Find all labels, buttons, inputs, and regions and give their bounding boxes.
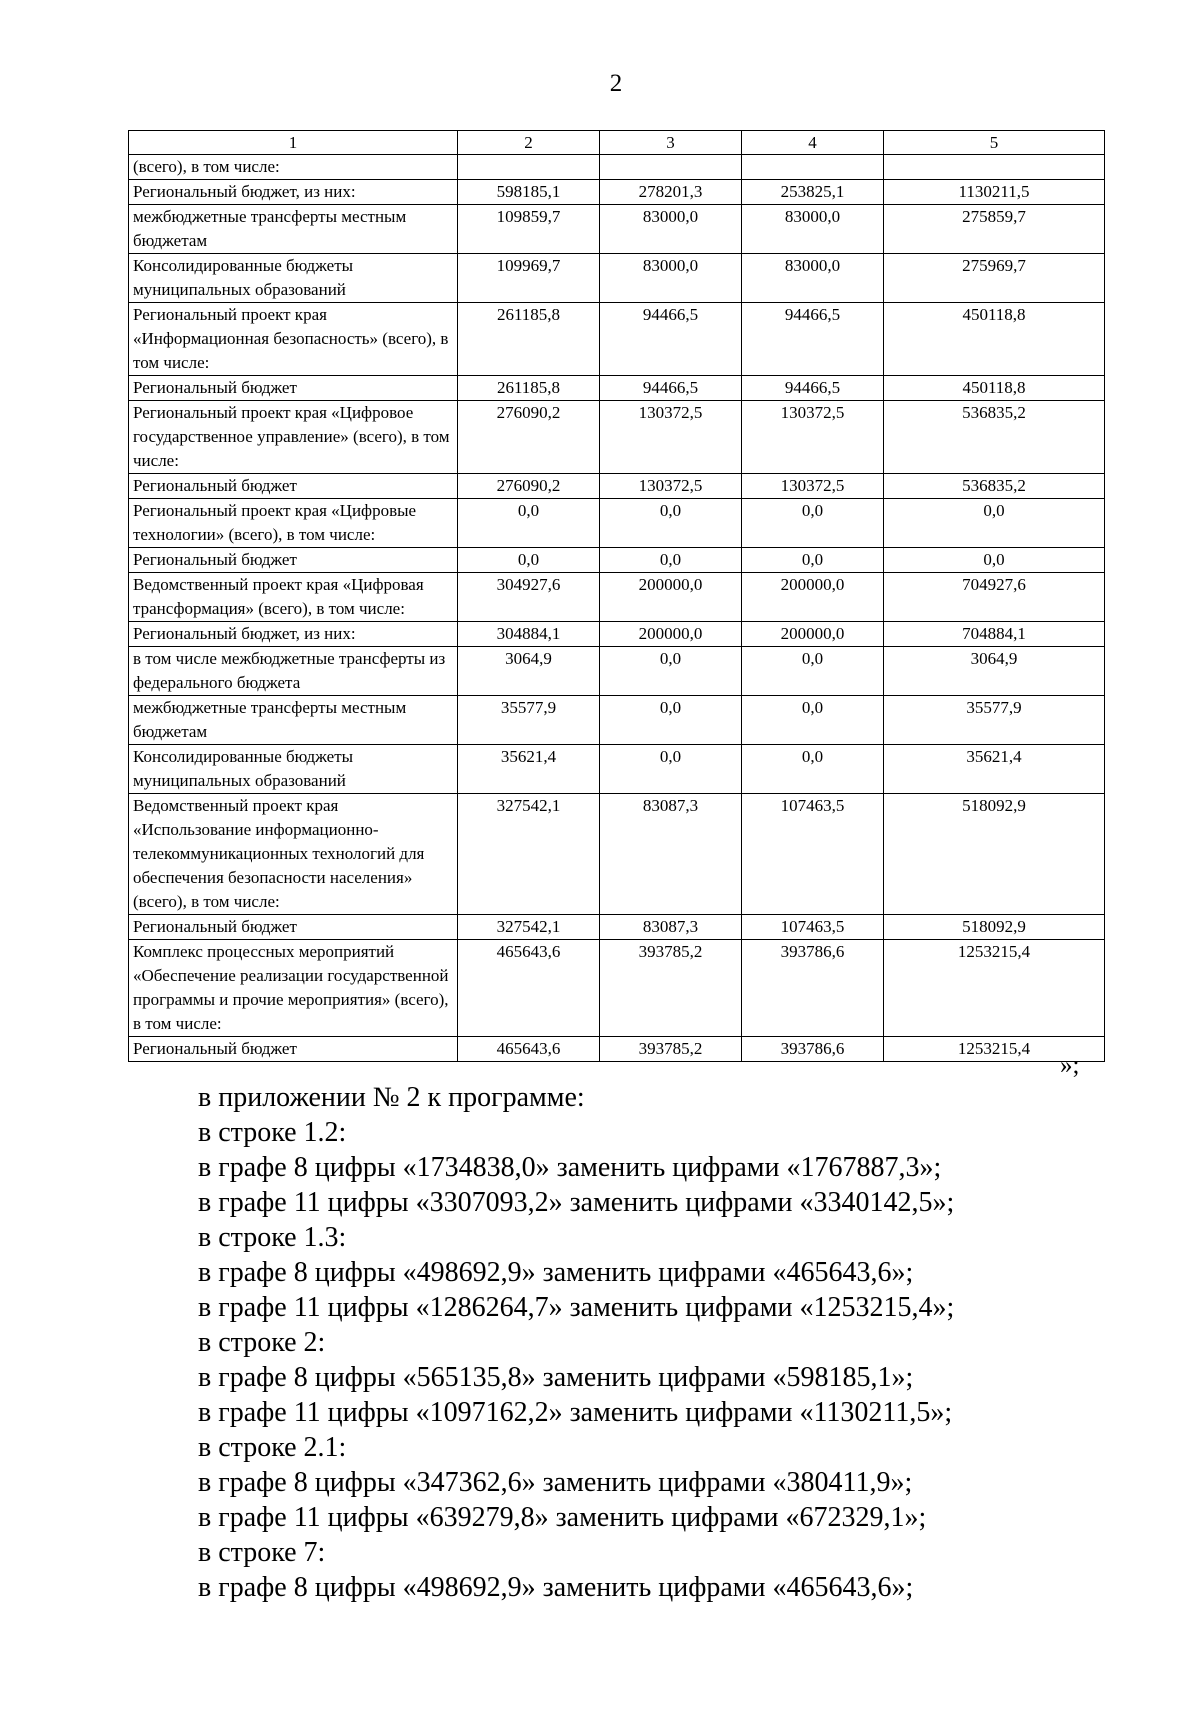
amendment-line: в строке 1.2: <box>198 1117 347 1148</box>
value-cell: 327542,1 <box>458 915 600 940</box>
table-row <box>129 155 1105 180</box>
table-row <box>129 794 1105 915</box>
value-cell: 450118,8 <box>884 303 1105 376</box>
value-cell <box>600 155 742 180</box>
row-label: в том числе межбюджетные трансферты из федерального бюджета <box>129 647 458 696</box>
value-cell: 35621,4 <box>458 745 600 794</box>
value-cell: 83000,0 <box>600 205 742 254</box>
value-cell: 83087,3 <box>600 915 742 940</box>
value-cell: 3064,9 <box>884 647 1105 696</box>
row-label: Ведомственный проект края «Использование информационно-телекоммуникационных технологий для обеспечения безопасности населения» (всего), в том числе: <box>129 794 458 915</box>
value-cell: 275859,7 <box>884 205 1105 254</box>
value-cell: 200000,0 <box>600 573 742 622</box>
amendment-line: в строке 1.3: <box>198 1222 347 1253</box>
table-body <box>129 131 1105 1062</box>
value-cell: 0,0 <box>742 647 884 696</box>
column-number: 1 <box>129 131 458 155</box>
column-number: 2 <box>458 131 600 155</box>
value-cell: 598185,1 <box>458 180 600 205</box>
table-header-row <box>129 131 1105 155</box>
closing-quote: »; <box>1060 1052 1080 1079</box>
row-label: Региональный бюджет, из них: <box>129 622 458 647</box>
value-cell: 83000,0 <box>742 205 884 254</box>
table-row <box>129 303 1105 376</box>
value-cell: 465643,6 <box>458 940 600 1037</box>
value-cell: 130372,5 <box>742 401 884 474</box>
value-cell: 107463,5 <box>742 915 884 940</box>
amendment-line: в графе 8 цифры «498692,9» заменить цифрами «465643,6»; <box>198 1572 914 1603</box>
page-number: 2 <box>609 70 623 97</box>
value-cell: 0,0 <box>458 548 600 573</box>
value-cell: 0,0 <box>600 745 742 794</box>
table-row <box>129 254 1105 303</box>
value-cell: 393785,2 <box>600 1037 742 1062</box>
value-cell: 253825,1 <box>742 180 884 205</box>
value-cell: 518092,9 <box>884 794 1105 915</box>
value-cell: 536835,2 <box>884 401 1105 474</box>
row-label: Региональный проект края «Цифровое государственное управление» (всего), в том числе: <box>129 401 458 474</box>
table-row <box>129 499 1105 548</box>
value-cell: 0,0 <box>600 647 742 696</box>
budget-table <box>128 130 1105 1062</box>
value-cell: 3064,9 <box>458 647 600 696</box>
value-cell: 278201,3 <box>600 180 742 205</box>
value-cell <box>884 155 1105 180</box>
value-cell: 94466,5 <box>600 376 742 401</box>
value-cell: 1130211,5 <box>884 180 1105 205</box>
amendment-line: в приложении № 2 к программе: <box>198 1082 585 1113</box>
amendment-line: в строке 2.1: <box>198 1432 347 1463</box>
value-cell: 261185,8 <box>458 303 600 376</box>
value-cell: 200000,0 <box>742 622 884 647</box>
value-cell: 0,0 <box>884 548 1105 573</box>
value-cell: 107463,5 <box>742 794 884 915</box>
value-cell: 304884,1 <box>458 622 600 647</box>
row-label: межбюджетные трансферты местным бюджетам <box>129 205 458 254</box>
row-label: Комплекс процессных мероприятий «Обеспечение реализации государственной программы и прочие мероприятия» (всего), в том числе: <box>129 940 458 1037</box>
value-cell: 83000,0 <box>742 254 884 303</box>
value-cell: 83000,0 <box>600 254 742 303</box>
value-cell: 35577,9 <box>458 696 600 745</box>
value-cell: 0,0 <box>600 696 742 745</box>
value-cell: 130372,5 <box>600 474 742 499</box>
row-label: Ведомственный проект края «Цифровая трансформация» (всего), в том числе: <box>129 573 458 622</box>
row-label: Региональный проект края «Информационная безопасность» (всего), в том числе: <box>129 303 458 376</box>
value-cell: 518092,9 <box>884 915 1105 940</box>
column-number: 5 <box>884 131 1105 155</box>
table-row <box>129 548 1105 573</box>
value-cell <box>458 155 600 180</box>
value-cell: 276090,2 <box>458 401 600 474</box>
table-row <box>129 376 1105 401</box>
table-row <box>129 647 1105 696</box>
value-cell: 0,0 <box>742 548 884 573</box>
value-cell: 275969,7 <box>884 254 1105 303</box>
value-cell: 94466,5 <box>742 303 884 376</box>
table-row <box>129 401 1105 474</box>
value-cell: 130372,5 <box>600 401 742 474</box>
table-row <box>129 745 1105 794</box>
value-cell: 393786,6 <box>742 940 884 1037</box>
table-row <box>129 573 1105 622</box>
row-label: Региональный бюджет <box>129 915 458 940</box>
value-cell: 109859,7 <box>458 205 600 254</box>
value-cell: 704927,6 <box>884 573 1105 622</box>
value-cell: 35621,4 <box>884 745 1105 794</box>
value-cell: 276090,2 <box>458 474 600 499</box>
amendment-line: в графе 8 цифры «1734838,0» заменить цифрами «1767887,3»; <box>198 1152 942 1183</box>
table-row <box>129 696 1105 745</box>
value-cell: 450118,8 <box>884 376 1105 401</box>
amendment-line: в строке 7: <box>198 1537 326 1568</box>
row-label: Консолидированные бюджеты муниципальных образований <box>129 745 458 794</box>
table-row <box>129 940 1105 1037</box>
value-cell: 0,0 <box>458 499 600 548</box>
value-cell: 327542,1 <box>458 794 600 915</box>
table-row <box>129 622 1105 647</box>
table-row <box>129 915 1105 940</box>
row-label: Региональный проект края «Цифровые технологии» (всего), в том числе: <box>129 499 458 548</box>
value-cell: 130372,5 <box>742 474 884 499</box>
row-label: (всего), в том числе: <box>129 155 458 180</box>
amendments-list <box>198 1080 1158 1605</box>
value-cell: 94466,5 <box>600 303 742 376</box>
table-row <box>129 205 1105 254</box>
value-cell: 261185,8 <box>458 376 600 401</box>
value-cell: 0,0 <box>742 745 884 794</box>
value-cell: 200000,0 <box>742 573 884 622</box>
value-cell <box>742 155 884 180</box>
column-number: 3 <box>600 131 742 155</box>
value-cell: 0,0 <box>742 696 884 745</box>
amendment-line: в графе 11 цифры «639279,8» заменить цифрами «672329,1»; <box>198 1502 927 1533</box>
table-row <box>129 474 1105 499</box>
row-label: Региональный бюджет <box>129 1037 458 1062</box>
value-cell: 109969,7 <box>458 254 600 303</box>
row-label: Региональный бюджет, из них: <box>129 180 458 205</box>
value-cell: 704884,1 <box>884 622 1105 647</box>
value-cell: 393785,2 <box>600 940 742 1037</box>
value-cell: 0,0 <box>742 499 884 548</box>
row-label: Региональный бюджет <box>129 376 458 401</box>
value-cell: 304927,6 <box>458 573 600 622</box>
amendment-line: в графе 8 цифры «347362,6» заменить цифрами «380411,9»; <box>198 1467 913 1498</box>
value-cell: 94466,5 <box>742 376 884 401</box>
row-label: Региональный бюджет <box>129 548 458 573</box>
value-cell: 0,0 <box>600 548 742 573</box>
row-label: Региональный бюджет <box>129 474 458 499</box>
value-cell: 0,0 <box>600 499 742 548</box>
amendment-line: в графе 8 цифры «565135,8» заменить цифрами «598185,1»; <box>198 1362 914 1393</box>
amendment-line: в графе 11 цифры «3307093,2» заменить цифрами «3340142,5»; <box>198 1187 955 1218</box>
amendment-line: в графе 11 цифры «1286264,7» заменить цифрами «1253215,4»; <box>198 1292 955 1323</box>
amendment-line: в графе 11 цифры «1097162,2» заменить цифрами «1130211,5»; <box>198 1397 953 1428</box>
value-cell: 83087,3 <box>600 794 742 915</box>
amendment-line: в строке 2: <box>198 1327 326 1358</box>
value-cell: 200000,0 <box>600 622 742 647</box>
amendment-line: в графе 8 цифры «498692,9» заменить цифрами «465643,6»; <box>198 1257 914 1288</box>
row-label: межбюджетные трансферты местным бюджетам <box>129 696 458 745</box>
table-row <box>129 180 1105 205</box>
value-cell: 465643,6 <box>458 1037 600 1062</box>
table-row <box>129 1037 1105 1062</box>
row-label: Консолидированные бюджеты муниципальных образований <box>129 254 458 303</box>
value-cell: 1253215,4 <box>884 1037 1105 1062</box>
value-cell: 536835,2 <box>884 474 1105 499</box>
value-cell: 35577,9 <box>884 696 1105 745</box>
column-number: 4 <box>742 131 884 155</box>
value-cell: 0,0 <box>884 499 1105 548</box>
value-cell: 1253215,4 <box>884 940 1105 1037</box>
value-cell: 393786,6 <box>742 1037 884 1062</box>
